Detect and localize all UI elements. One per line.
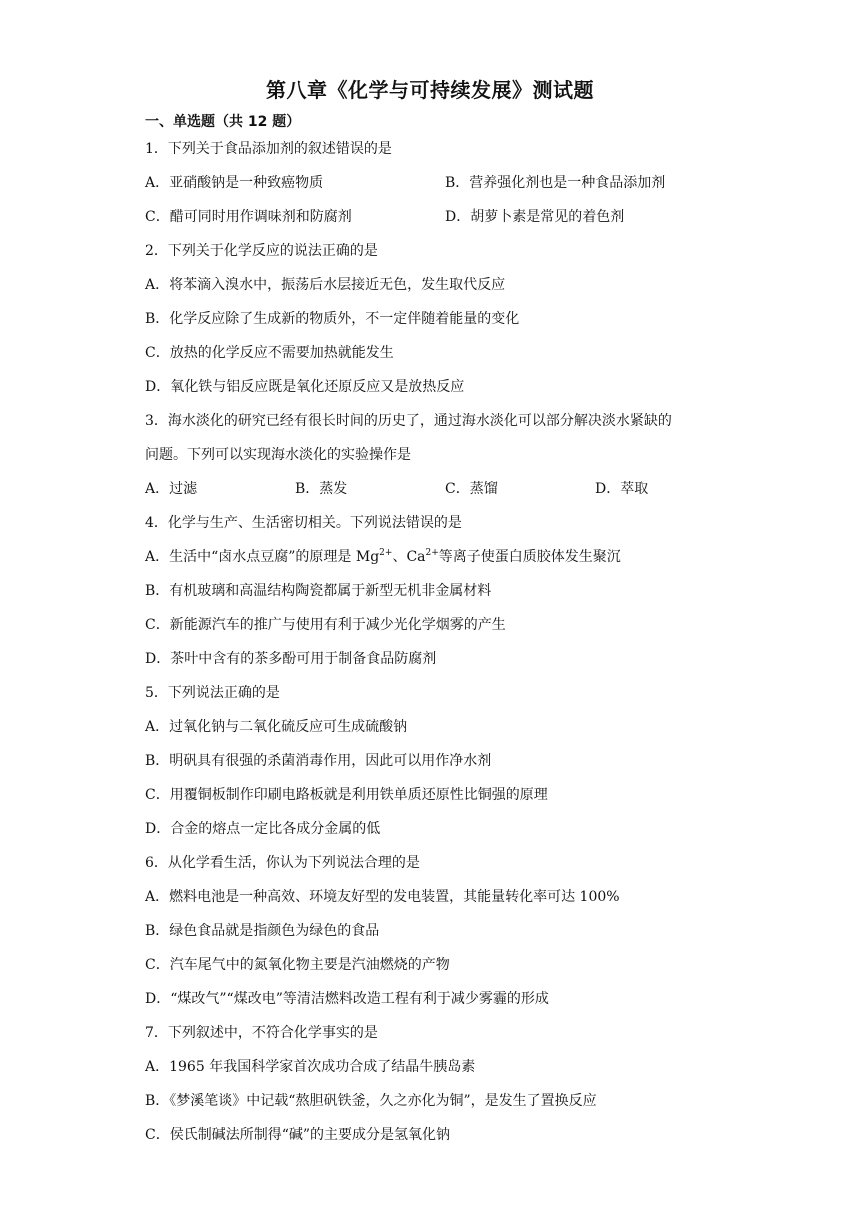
question-3-stem-line-1: 3．海水淡化的研究已经有很长时间的历史了，通过海水淡化可以部分解决淡水紧缺的 bbox=[145, 413, 672, 429]
question-3-option-d: D．萃取 bbox=[595, 481, 649, 497]
question-1-option-d: D．胡萝卜素是常见的着色剂 bbox=[445, 209, 625, 225]
question-2-option-d: D．氧化铁与铝反应既是氧化还原反应又是放热反应 bbox=[145, 379, 465, 395]
question-7-option-c: C．侯氏制碱法所制得“碱”的主要成分是氢氧化钠 bbox=[145, 1127, 451, 1143]
question-5-stem: 5．下列说法正确的是 bbox=[145, 685, 280, 701]
charge-superscript: 2+ bbox=[379, 548, 393, 558]
question-3-option-c: C．蒸馏 bbox=[445, 481, 498, 497]
question-1-stem: 1．下列关于食品添加剂的叙述错误的是 bbox=[145, 141, 392, 157]
question-4-option-b: B．有机玻璃和高温结构陶瓷都属于新型无机非金属材料 bbox=[145, 583, 492, 599]
option-a-text-start: A．生活中“卤水点豆腐”的原理是 Mg bbox=[145, 549, 380, 565]
question-3-option-b: B．蒸发 bbox=[295, 481, 348, 497]
question-7-stem: 7．下列叙述中，不符合化学事实的是 bbox=[145, 1025, 378, 1041]
question-6-option-c: C．汽车尾气中的氮氧化物主要是汽油燃烧的产物 bbox=[145, 957, 450, 973]
question-5-option-c: C．用覆铜板制作印刷电路板就是利用铁单质还原性比铜强的原理 bbox=[145, 787, 548, 803]
question-1-option-b: B．营养强化剂也是一种食品添加剂 bbox=[445, 175, 666, 191]
charge-superscript: 2+ bbox=[425, 548, 439, 558]
question-6-option-a: A．燃料电池是一种高效、环境友好型的发电装置，其能量转化率可达 100% bbox=[145, 889, 620, 905]
question-1-option-c: C．醋可同时用作调味剂和防腐剂 bbox=[145, 209, 352, 225]
page-title: 第八章《化学与可持续发展》测试题 bbox=[266, 78, 594, 102]
question-2-stem: 2．下列关于化学反应的说法正确的是 bbox=[145, 243, 378, 259]
question-4-stem: 4．化学与生产、生活密切相关。下列说法错误的是 bbox=[145, 515, 462, 531]
question-5-option-b: B．明矾具有很强的杀菌消毒作用，因此可以用作净水剂 bbox=[145, 753, 492, 769]
question-7-option-b: B．《梦溪笔谈》中记载“熬胆矾铁釜，久之亦化为铜”，是发生了置换反应 bbox=[145, 1093, 597, 1109]
question-3-option-a: A．过滤 bbox=[145, 481, 198, 497]
question-7-option-a: A．1965 年我国科学家首次成功合成了结晶牛胰岛素 bbox=[145, 1059, 476, 1075]
question-1-option-a: A．亚硝酸钠是一种致癌物质 bbox=[145, 175, 324, 191]
question-3-stem-line-2: 问题。下列可以实现海水淡化的实验操作是 bbox=[145, 447, 411, 463]
question-2-option-a: A．将苯滴入溴水中，振荡后水层接近无色，发生取代反应 bbox=[145, 277, 506, 293]
question-5-option-a: A．过氧化钠与二氧化硫反应可生成硫酸钠 bbox=[145, 719, 408, 735]
question-2-option-b: B．化学反应除了生成新的物质外，不一定伴随着能量的变化 bbox=[145, 311, 520, 327]
question-4-option-d: D．茶叶中含有的茶多酚可用于制备食品防腐剂 bbox=[145, 651, 437, 667]
question-6-option-b: B．绿色食品就是指颜色为绿色的食品 bbox=[145, 923, 380, 939]
option-a-text-end: 等离子使蛋白质胶体发生聚沉 bbox=[438, 549, 621, 565]
question-5-option-d: D．合金的熔点一定比各成分金属的低 bbox=[145, 821, 381, 837]
question-4-option-c: C．新能源汽车的推广与使用有利于减少光化学烟雾的产生 bbox=[145, 617, 506, 633]
question-4-option-a bbox=[145, 548, 621, 566]
section-heading: 一、单选题（共 12 题） bbox=[145, 114, 301, 130]
question-6-option-d: D．“煤改气”“煤改电”等清洁燃料改造工程有利于减少雾霾的形成 bbox=[145, 991, 549, 1007]
question-2-option-c: C．放热的化学反应不需要加热就能发生 bbox=[145, 345, 394, 361]
option-a-text-middle: 、Ca bbox=[392, 549, 426, 565]
question-6-stem: 6．从化学看生活，你认为下列说法合理的是 bbox=[145, 855, 420, 871]
